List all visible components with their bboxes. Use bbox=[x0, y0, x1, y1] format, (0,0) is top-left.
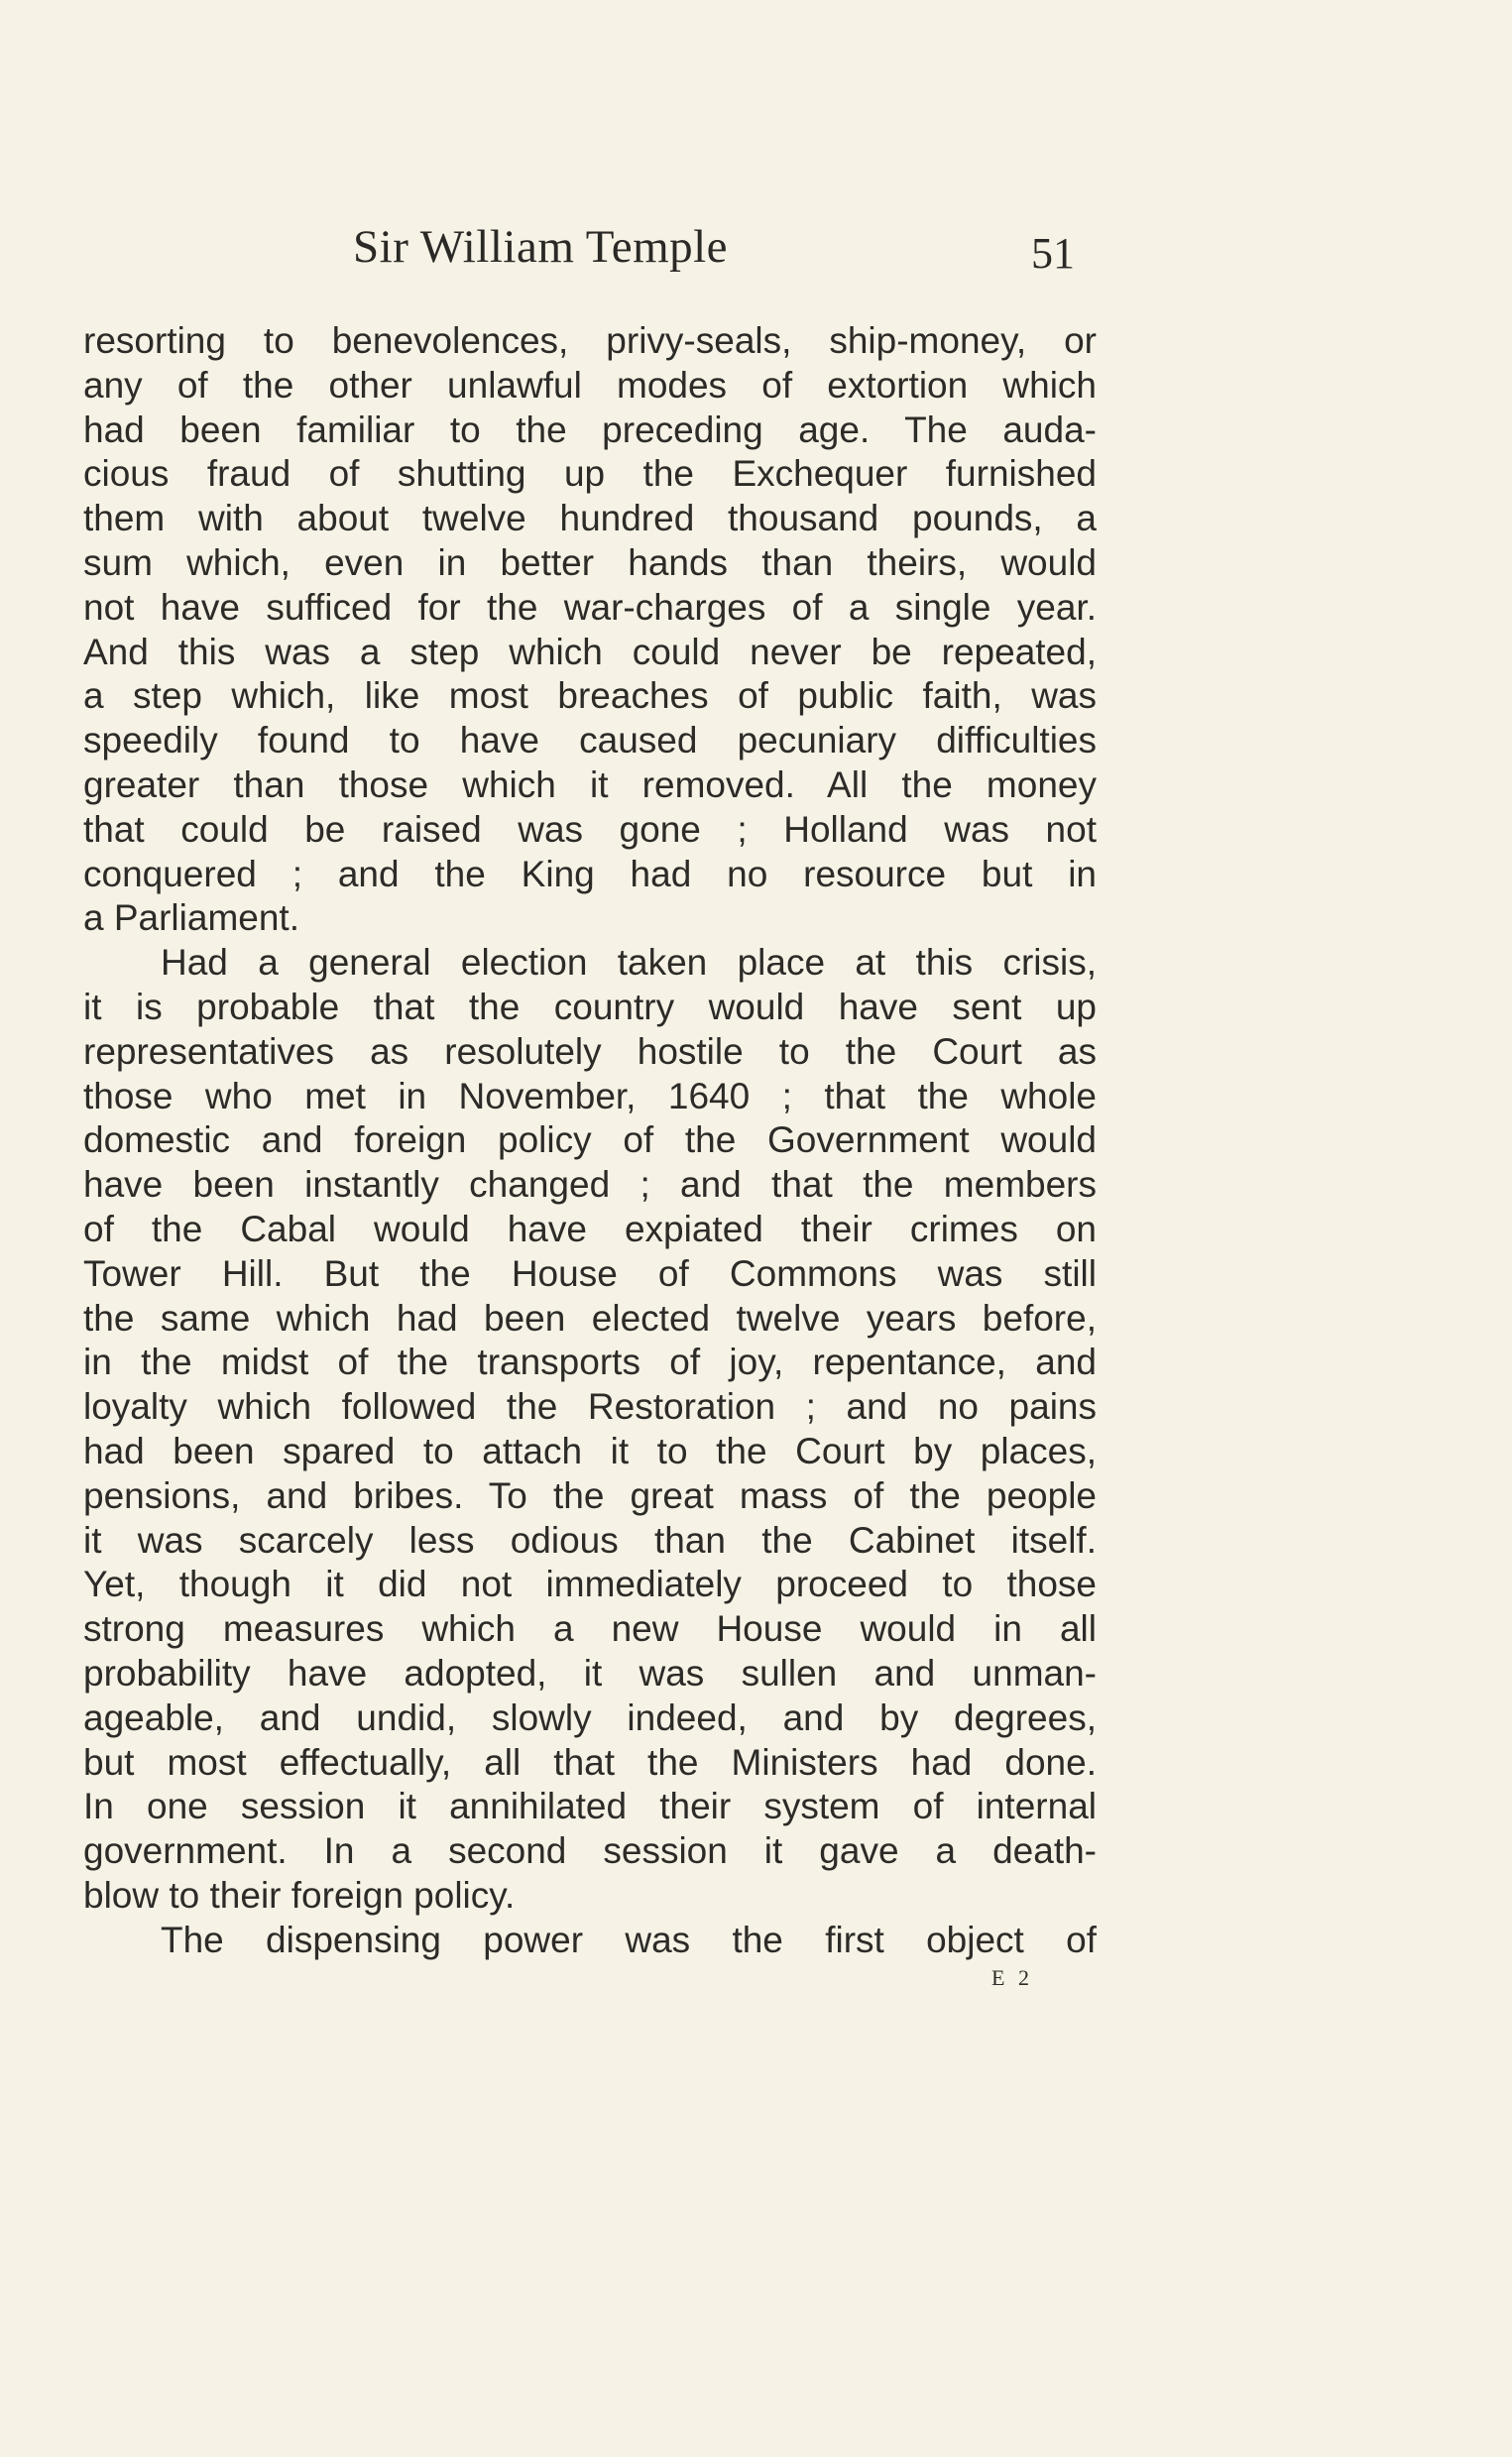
text-line: but most effectually, all that the Ministers had done. bbox=[83, 1741, 1097, 1783]
running-head bbox=[0, 220, 1512, 290]
text-line: sum which, even in better hands than theirs, would bbox=[83, 541, 1097, 583]
text-line: resorting to benevolences, privy-seals, ship-money, or bbox=[83, 320, 1097, 361]
text-line: Had a general election taken place at this crisis, bbox=[161, 942, 1097, 984]
text-line: blow to their foreign policy. bbox=[83, 1874, 516, 1916]
text-line: a Parliament. bbox=[83, 897, 299, 939]
text-line: pensions, and bribes. To the great mass of the people bbox=[83, 1474, 1097, 1516]
text-line: domestic and foreign policy of the Government would bbox=[83, 1119, 1097, 1161]
text-line: conquered ; and the King had no resource but in bbox=[83, 853, 1097, 894]
text-line: loyalty which followed the Restoration ; and no pains bbox=[83, 1386, 1097, 1428]
text-line: have been instantly changed ; and that the members bbox=[83, 1164, 1097, 1206]
text-line: of the Cabal would have expiated their crimes on bbox=[83, 1208, 1097, 1249]
text-line: cious fraud of shutting up the Exchequer furnished bbox=[83, 453, 1097, 495]
text-line: those who met in November, 1640 ; that the whole bbox=[83, 1075, 1097, 1116]
text-line: had been spared to attach it to the Court by places, bbox=[83, 1430, 1097, 1471]
text-line: In one session it annihilated their system of internal bbox=[83, 1786, 1097, 1827]
text-line: Yet, though it did not immediately proceed to those bbox=[83, 1564, 1097, 1605]
signature-mark: E 2 bbox=[991, 1965, 1033, 1990]
text-line: it is probable that the country would have sent up bbox=[83, 986, 1097, 1027]
text-line: had been familiar to the preceding age. The auda- bbox=[83, 409, 1097, 450]
text-line: in the midst of the transports of joy, repentance, and bbox=[83, 1342, 1097, 1383]
running-title: Sir William Temple bbox=[353, 221, 729, 273]
text-line: the same which had been elected twelve years before, bbox=[83, 1297, 1097, 1339]
text-line: probability have adopted, it was sullen and unman- bbox=[83, 1652, 1097, 1694]
text-line: a step which, like most breaches of public faith, was bbox=[83, 675, 1097, 717]
text-line: not have sufficed for the war-charges of a single year. bbox=[83, 586, 1097, 628]
text-line: speedily found to have caused pecuniary difficulties bbox=[83, 720, 1097, 761]
text-line: any of the other unlawful modes of extortion which bbox=[83, 364, 1097, 406]
text-line: And this was a step which could never be repeated, bbox=[83, 631, 1097, 672]
text-line: it was scarcely less odious than the Cabinet itself. bbox=[83, 1519, 1097, 1561]
text-line: The dispensing power was the first object of bbox=[161, 1919, 1097, 1960]
text-line: that could be raised was gone ; Holland was not bbox=[83, 808, 1097, 850]
text-line: strong measures which a new House would in all bbox=[83, 1608, 1097, 1650]
text-line: Tower Hill. But the House of Commons was still bbox=[83, 1252, 1097, 1294]
text-line: representatives as resolutely hostile to the Court as bbox=[83, 1030, 1097, 1072]
text-line: them with about twelve hundred thousand pounds, a bbox=[83, 498, 1097, 539]
page-number: 51 bbox=[1031, 229, 1075, 278]
text-line: greater than those which it removed. All the money bbox=[83, 763, 1097, 805]
text-line: government. In a second session it gave a death- bbox=[83, 1830, 1097, 1872]
body-text bbox=[83, 319, 1097, 1962]
text-line: ageable, and undid, slowly indeed, and by degrees, bbox=[83, 1696, 1097, 1738]
